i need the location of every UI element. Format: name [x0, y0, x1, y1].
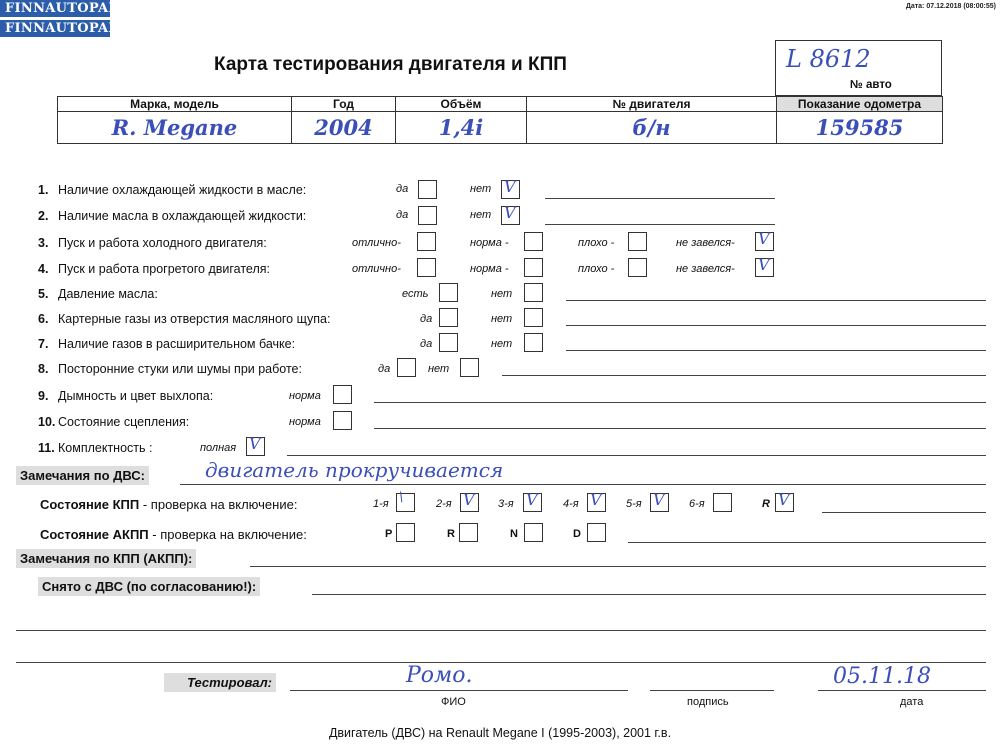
- gear-6-checkbox[interactable]: [713, 493, 732, 512]
- blank-line-1: [16, 630, 986, 631]
- kpp-remarks-line: [250, 566, 986, 567]
- q10-note-line: [374, 428, 986, 429]
- gear-r-checkbox[interactable]: [775, 490, 794, 512]
- q11-complete-checkbox[interactable]: [246, 434, 265, 456]
- q1-option-yes-label: да: [396, 183, 409, 195]
- q3-bad-checkbox[interactable]: [628, 232, 647, 251]
- akpp-n-checkbox[interactable]: [524, 523, 543, 542]
- check-mark-icon: V: [526, 490, 538, 509]
- question-4: 4. Пуск и работа прогретого двигателя:: [38, 262, 270, 276]
- akpp-state: Состояние АКПП - проверка на включение:: [40, 527, 307, 542]
- question-7: 7. Наличие газов в расширительном бачке:: [38, 337, 296, 351]
- date-line: [818, 690, 986, 691]
- q2-option-yes-label: да: [396, 209, 409, 221]
- gear-3-label: 3-я: [498, 498, 514, 510]
- q2-option-no-label: нет: [470, 209, 492, 221]
- tester-name-value: Ромо.: [406, 663, 473, 688]
- q8-yes-checkbox[interactable]: [397, 358, 416, 377]
- q10-normal-checkbox[interactable]: [333, 411, 352, 430]
- auto-number-label: № авто: [850, 79, 892, 91]
- col-odometer: Показание одометра: [777, 97, 943, 112]
- removed-line: [312, 594, 986, 595]
- check-mark-icon: V: [463, 490, 475, 509]
- q2-no-checkbox[interactable]: [501, 203, 520, 225]
- col-engine-number: № двигателя: [527, 97, 777, 112]
- check-mark-icon: V: [758, 229, 770, 248]
- akpp-d-checkbox[interactable]: [587, 523, 606, 542]
- photo-caption: Двигатель (ДВС) на Renault Megane I (1995-2003), 2001 г.в.: [328, 726, 672, 740]
- check-mark-icon: V: [590, 490, 602, 509]
- q1-option-no-label: нет: [470, 183, 492, 195]
- value-model: R. Megane: [58, 112, 292, 144]
- q7-no-checkbox[interactable]: [524, 333, 543, 352]
- q7-yes-checkbox[interactable]: [439, 333, 458, 352]
- akpp-p-label: P: [385, 528, 393, 540]
- q2-note-line: [545, 224, 775, 225]
- col-volume: Объём: [396, 97, 527, 112]
- value-volume: 1,4i: [396, 112, 527, 144]
- watermark-line-1: FINNAUTOPARTS: [0, 0, 110, 17]
- question-11: 11. Комплектность :: [38, 441, 153, 455]
- q8-no-checkbox[interactable]: [460, 358, 479, 377]
- check-mark-icon: \: [399, 490, 404, 505]
- kpp-remarks-label: Замечания по КПП (АКПП):: [16, 549, 196, 568]
- date-label: дата: [900, 696, 924, 708]
- q2-yes-checkbox[interactable]: [418, 206, 437, 225]
- blank-line-2: [16, 662, 986, 663]
- q4-normal-checkbox[interactable]: [524, 258, 543, 277]
- check-mark-icon: V: [249, 434, 261, 453]
- akpp-r-checkbox[interactable]: [459, 523, 478, 542]
- q8-option-no-label: нет: [428, 363, 450, 375]
- akpp-n-label: N: [510, 528, 518, 540]
- q5-yes-checkbox[interactable]: [439, 283, 458, 302]
- q5-option-no-label: нет: [491, 288, 513, 300]
- datestamp: Дата: 07.12.2018 (08:00:55): [905, 3, 996, 10]
- value-odometer: 159585: [777, 112, 943, 144]
- akpp-r-label: R: [447, 528, 455, 540]
- removed-label: Снято с ДВС (по согласованию!):: [38, 577, 260, 596]
- q11-note-line: [287, 455, 986, 456]
- tested-label: Тестировал:: [164, 673, 276, 692]
- q4-bad-checkbox[interactable]: [628, 258, 647, 277]
- q1-yes-checkbox[interactable]: [418, 180, 437, 199]
- q6-no-checkbox[interactable]: [524, 308, 543, 327]
- q9-note-line: [374, 402, 986, 403]
- kpp-note-line: [822, 512, 986, 513]
- col-model: Марка, модель: [58, 97, 292, 112]
- watermark-line-2: FINNAUTOPARTS: [0, 20, 110, 37]
- q6-option-yes-label: да: [420, 313, 433, 325]
- question-5: 5. Давление масла:: [38, 287, 158, 301]
- q3-not-started-checkbox[interactable]: [755, 229, 774, 251]
- q4-option-excellent-label: отлично-: [352, 263, 401, 275]
- question-10: 10. Состояние сцепления:: [38, 415, 190, 429]
- gear-3-checkbox[interactable]: [523, 490, 542, 512]
- gear-4-checkbox[interactable]: [587, 490, 606, 512]
- check-mark-icon: V: [778, 490, 790, 509]
- auto-number-box: [775, 40, 942, 96]
- gear-1-checkbox[interactable]: [396, 490, 415, 512]
- col-year: Год: [292, 97, 396, 112]
- q4-option-normal-label: норма -: [470, 263, 509, 275]
- akpp-note-line: [628, 542, 986, 543]
- q7-note-line: [566, 350, 986, 351]
- q9-normal-checkbox[interactable]: [333, 385, 352, 404]
- gear-r-label: R: [762, 498, 770, 510]
- signature-label: подпись: [687, 696, 729, 708]
- check-mark-icon: V: [504, 177, 516, 196]
- gear-4-label: 4-я: [563, 498, 579, 510]
- value-engine-number: б/н: [527, 112, 777, 144]
- q9-option-normal-label: норма: [289, 390, 321, 402]
- q10-option-normal-label: норма: [289, 416, 321, 428]
- check-mark-icon: V: [504, 203, 516, 222]
- q6-note-line: [566, 325, 986, 326]
- page-title: Карта тестирования двигателя и КПП: [214, 54, 567, 75]
- akpp-d-label: D: [573, 528, 581, 540]
- question-2: 2. Наличие масла в охлаждающей жидкости:: [38, 209, 307, 223]
- engine-remarks-value: двигатель прокручивается: [205, 458, 504, 482]
- q3-option-bad-label: плохо -: [578, 237, 615, 249]
- q3-option-normal-label: норма -: [470, 237, 509, 249]
- value-year: 2004: [292, 112, 396, 144]
- q6-yes-checkbox[interactable]: [439, 308, 458, 327]
- gear-6-label: 6-я: [689, 498, 705, 510]
- date-value: 05.11.18: [833, 664, 931, 689]
- q8-option-yes-label: да: [378, 363, 391, 375]
- q8-note-line: [502, 375, 986, 376]
- q4-option-not-started-label: не завелся-: [676, 263, 735, 275]
- q3-excellent-checkbox[interactable]: [417, 232, 436, 251]
- q4-option-bad-label: плохо -: [578, 263, 615, 275]
- question-8: 8. Посторонние стуки или шумы при работе:: [38, 362, 302, 376]
- question-1: 1. Наличие охлаждающей жидкости в масле:: [38, 183, 307, 197]
- q3-normal-checkbox[interactable]: [524, 232, 543, 251]
- gear-5-label: 5-я: [626, 498, 642, 510]
- q1-note-line: [545, 198, 775, 199]
- signature-line: [650, 690, 774, 691]
- q4-excellent-checkbox[interactable]: [417, 258, 436, 277]
- q1-no-checkbox[interactable]: [501, 177, 520, 199]
- gear-2-checkbox[interactable]: [460, 490, 479, 512]
- check-mark-icon: V: [758, 255, 770, 274]
- engine-remarks-line: [180, 484, 986, 485]
- gear-1-label: 1-я: [373, 498, 389, 510]
- check-mark-icon: V: [653, 490, 665, 509]
- q5-note-line: [566, 300, 986, 301]
- gear-5-checkbox[interactable]: [650, 490, 669, 512]
- fio-label: ФИО: [441, 696, 466, 708]
- gear-2-label: 2-я: [436, 498, 452, 510]
- engine-remarks-label: Замечания по ДВС:: [16, 466, 149, 485]
- q11-option-complete-label: полная: [200, 442, 237, 454]
- q6-option-no-label: нет: [491, 313, 513, 325]
- q7-option-no-label: нет: [491, 338, 513, 350]
- auto-number-value: L 8612: [786, 45, 871, 73]
- question-3: 3. Пуск и работа холодного двигателя:: [38, 236, 267, 250]
- q4-not-started-checkbox[interactable]: [755, 255, 774, 277]
- q5-option-yes-label: есть: [402, 288, 429, 300]
- q5-no-checkbox[interactable]: [524, 283, 543, 302]
- q3-option-not-started-label: не завелся-: [676, 237, 735, 249]
- fio-line: [290, 690, 628, 691]
- q3-option-excellent-label: отлично-: [352, 237, 401, 249]
- kpp-state: Состояние КПП - проверка на включение:: [40, 497, 298, 512]
- question-6: 6. Картерные газы из отверстия масляного щупа:: [38, 312, 331, 326]
- vehicle-info-table: [57, 96, 943, 144]
- q7-option-yes-label: да: [420, 338, 433, 350]
- akpp-p-checkbox[interactable]: [396, 523, 415, 542]
- question-9: 9. Дымность и цвет выхлопа:: [38, 389, 214, 403]
